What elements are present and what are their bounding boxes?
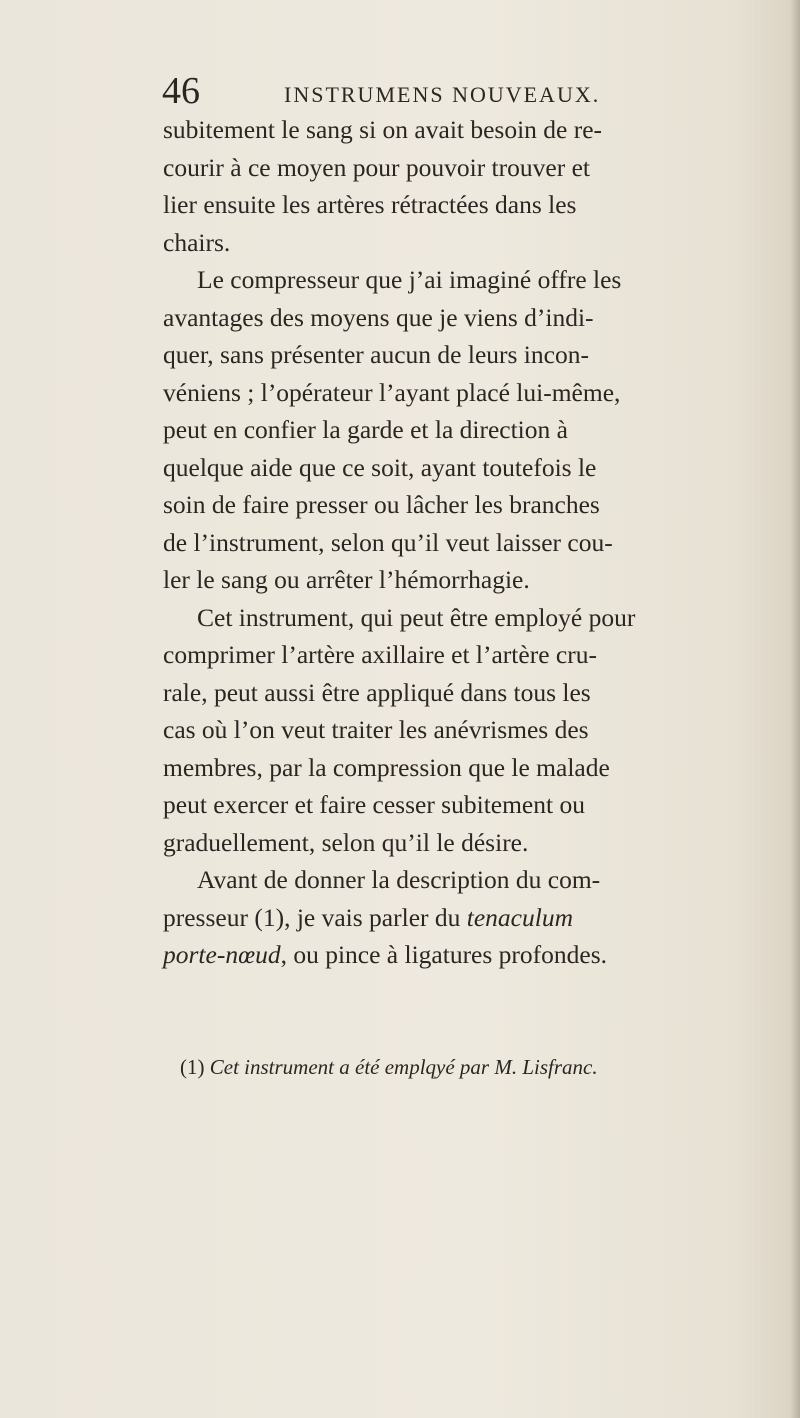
page-edge-shadow [790,0,800,1418]
text-line: avantages des moyens que je viens d’indi- [163,302,594,332]
text-line: Le compresseur que j’ai imaginé offre les [197,265,622,294]
text-line: Cet instrument, qui peut être employé pour [197,602,636,632]
text-line: peut en confier la garde et la direction à [163,415,568,444]
footnote-marker: (1) [180,1055,210,1079]
text-line: quelque aide que ce soit, ayant toutefois le [163,452,597,482]
text-line: soin de faire presser ou lâcher les branches [163,490,600,519]
text-line: subitement le sang si on avait besoin de re- [163,115,603,144]
text-line: Avant de donner la description du com- [197,865,601,894]
text-line: rale, peut aussi être appliqué dans tous les [163,677,591,707]
text-span: presseur (1), je vais parler du [163,902,467,932]
text-line: comprimer l’artère axillaire et l’artère cru- [163,640,597,669]
text-line: cas où l’on veut traiter les anévrismes des [163,715,589,744]
text-line: quer, sans présenter aucun de leurs incon- [163,340,589,369]
text-line: chairs. [163,227,231,257]
page-number: 46 [162,70,200,112]
text-line: véniens ; l’opérateur l’ayant placé lui-même, [163,377,621,407]
text-line: courir à ce moyen pour pouvoir trouver et [163,152,590,182]
footnote-text: Cet instrument a été emplqyé par M. Lisfranc. [209,1055,598,1079]
footnote [180,1053,780,1081]
italic-term: tenaculum [466,902,573,932]
text-line [163,899,763,937]
text-line: de l’instrument, selon qu’il veut laisser cou- [163,527,613,557]
text-span: , ou pince à ligatures profondes. [280,940,608,969]
italic-term: porte-nœud [163,940,281,969]
running-head: INSTRUMENS NOUVEAUX. [284,82,601,107]
text-line: graduellement, selon qu’il le désire. [163,827,529,857]
text-line: membres, par la compression que le malade [163,752,610,782]
text-line: lier ensuite les artères rétractées dans les [163,190,577,219]
text-line: peut exercer et faire cesser subitement ou [163,790,585,819]
text-line: ler le sang ou arrêter l’hémorrhagie. [163,565,530,594]
text-line [163,936,763,974]
body-text [163,111,763,974]
